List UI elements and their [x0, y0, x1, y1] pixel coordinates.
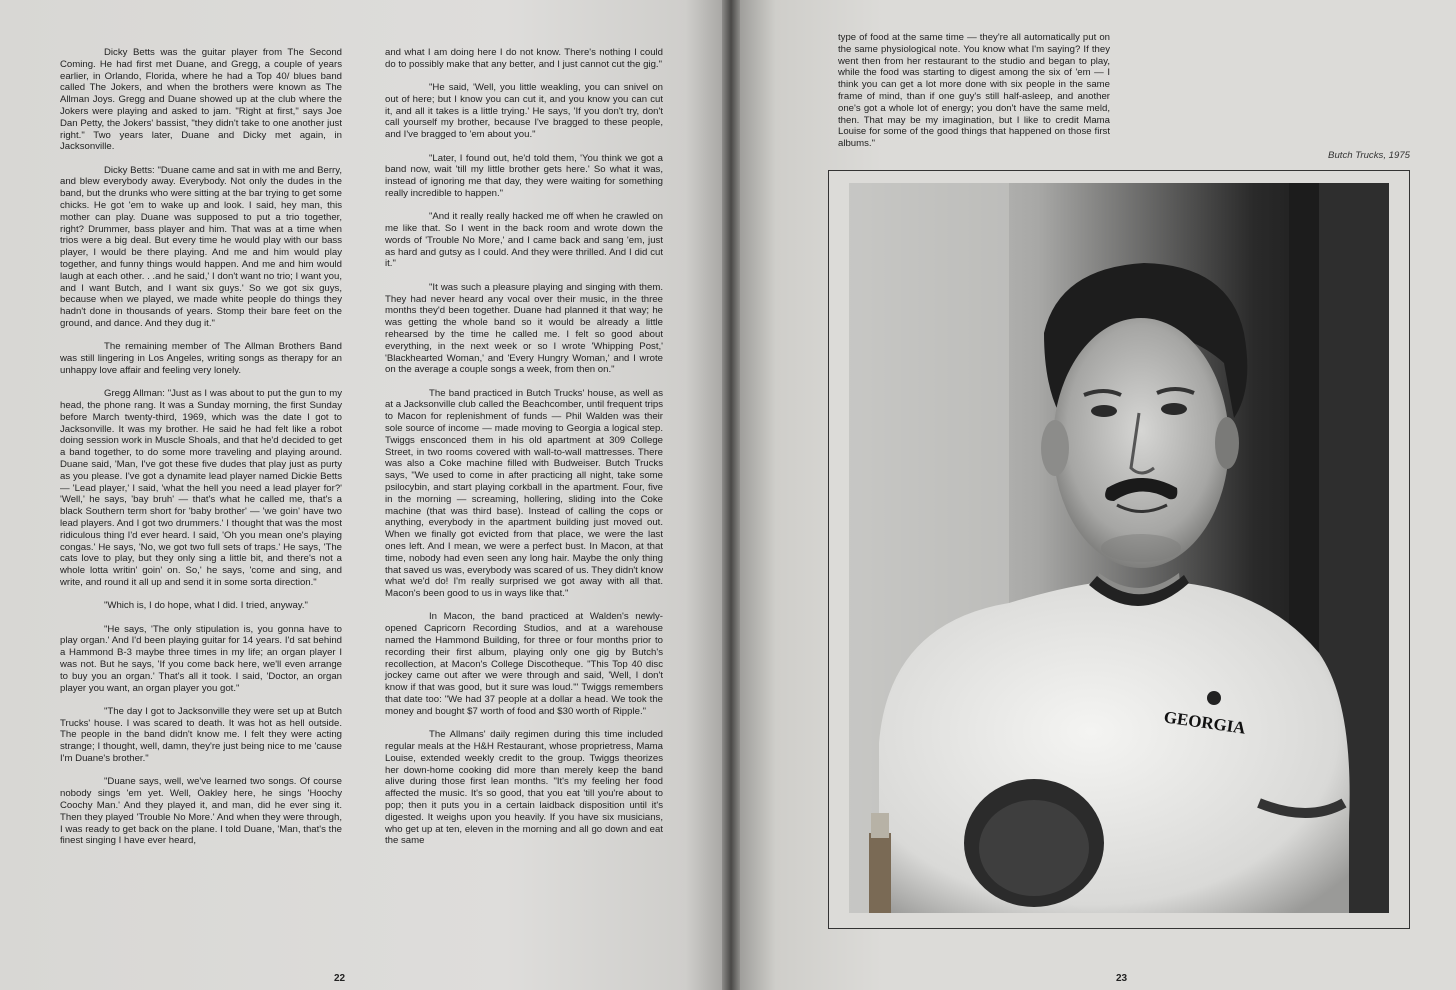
- paragraph: The band practiced in Butch Trucks' house, as well as at a Jacksonville club called the Beachcomber, until frequent trips to Macon for replenishment of funds — Phil Walden was their sole source of income — made moving to Georgia a logical step. Twiggs ensconced them in his old apartment at 309 College Street, in two rooms covered with wall-to-wall mattresses. There was also a Coke machine filled with Budweiser. Butch Trucks says, "We used to come in after practicing all night, take some psilocybin, and start playing corkball in the apartment. Four, five in the morning — screaming, hollering, sliding into the Coke machine (that was third base). Instead of calling the cops or anything, everybody in the apartment building just moved out. When we finally got evicted from that place, we were the last ones left. And I mean, we were a perfect bust. In Macon, at that time, nobody had even seen any long hair. Maybe the only thing that saved us was, everybody was scared of us. They didn't know what we'd do! I'm really surprised we got away with all that. Macon's been good to us in ways like that.": [385, 387, 663, 600]
- paragraph: "Which is, I do hope, what I did. I tried, anyway.": [104, 600, 308, 612]
- paragraph: Dicky Betts was the guitar player from The Second Coming. He had first met Duane, and Gregg, a couple of years earlier, in Orlando, Florida, where he had a Top 40/ blues band called The Jokers, and when the brothers were known as The Allman Joys. Gregg and Duane showed up at the club where the Jokers were playing and asked to jam. "Right at first," says Joe Dan Petty, the Jokers' bassist, "they didn't take to one another just right." Two years later, Duane and Dicky met again, in Jacksonville.: [60, 47, 342, 153]
- left-column-1: [60, 47, 342, 859]
- photo-frame: [828, 170, 1410, 929]
- paragraph: "He said, 'Well, you little weakling, you can snivel on out of here; but I know you can cut it, and you know you can cut it, and all it takes is a little trying.' He says, 'If you don't try, don't call yourself my brother, because I've bragged to these people, and I've bragged to 'em about you.": [385, 82, 663, 141]
- right-page: [740, 0, 1456, 990]
- left-column-2: [385, 47, 663, 859]
- paragraph: "He says, 'The only stipulation is, you gonna have to play organ.' And I'd been playing guitar for 14 years. I'd sat behind a Hammond B-3 maybe three times in my life; an organ player I was not. But he says, 'If you come back here, we'll even arrange to buy you an organ.' That's all it took. I said, 'Doctor, an organ player you want, an organ player you got.": [60, 623, 342, 694]
- paragraph: Dicky Betts: "Duane came and sat in with me and Berry, and blew everybody away. Everybody. Not only the dudes in the band, but the drunks who were sitting at the bar trying to get some chicks. He got 'em to wake up and look. I said, hey man, this mother can play. Duane was supposed to put a trio together, right? Drummer, bass player and him. That was at a time when trios were a big deal. But every time he would play with our bass player, I would be there playing. And me and him would play together, and funny things would happen. And me and him would laugh at each other. . .and he said,' I don't want no trio; I want you, and I want Butch, and I want six guys.' So we got six guys, because when we played, we made white people do things they hadn't done in thousands of years. Stomp their bare feet on the ground, and dance. And they dug it.": [60, 164, 342, 330]
- paragraph: In Macon, the band practiced at Walden's newly-opened Capricorn Recording Studios, and at a warehouse named the Hammond Building, for three or four months prior to recording their first album, playing only one gig by Butch's recollection, at Macon's College Discotheque. "This Top 40 disc jockey came out after we were through and said, 'Well, I don't know if that was good, but it sure was loud.'" Twiggs remembers that date too: "We had 37 people at a dollar a head. We took the money and bought $7 worth of food and $30 worth of Ripple.": [385, 611, 663, 717]
- left-page: [0, 0, 722, 990]
- paragraph: "The day I got to Jacksonville they were set up at Butch Trucks' house. I was scared to death. It was hot as hell outside. The people in the band didn't know me. I felt they were acting strange; I thought, well, damn, they're just being nice to me 'cause I'm Duane's brother.": [60, 705, 342, 765]
- paragraph: The Allmans' daily regimen during this time included regular meals at the H&H Restaurant, whose proprietress, Mama Louise, extended weekly credit to the group. Twiggs theorizes her down-home cooking did more than merely keep the band alive during those first lean months. "It's my feeling her food affected the music. It's so good, that you eat 'till you're about to pop; then it puts you in a certain laidback disposition until it's digested. It weighs upon you heavily. If you have six musicians, who get up at ten, eleven in the morning and all go down and eat the same: [385, 729, 663, 847]
- paragraph: "And it really really hacked me off when he crawled on me like that. So I went in the back room and wrote down the words of 'Trouble No More,' and I came back and sang 'em, just as hard and gutsy as I could. And they were thrilled. And I did cut it.": [385, 211, 663, 270]
- shirt-lettering: GEORGIA: [1162, 707, 1247, 738]
- paragraph: Gregg Allman: "Just as I was about to put the gun to my head, the phone rang. It was a Sunday morning, the first Sunday before March twenty-third, 1969, which was the date I got to Jacksonville. It was my brother. He said he had felt like a robot doing session work in Muscle Shoals, and that he'd decided to get a band together, to do some more traveling and playing around. Duane said, 'Man, I've got these five dudes that play just as purty as you please. I've got a dynamite lead player named Dickie Betts — 'Lead player,' I said, 'what the hell you need a lead player for?' 'Well,' he says, 'bay bruh' — that's what he called me, that's a black Southern term short for 'baby brother' — 'we goin' have two lead players. And I got two drummers.' I thought that was the most ridiculous thing I'd ever heard. I said, 'Oh you mean one's playing congas.' He says, 'No, we got two full sets of traps.' He says, 'The cats love to play, but they only sing a little bit, and there's not a whole lotta writin' goin' on. So,' he says, 'come and sing, and write, and round it all up and send it in some sorta direction.": [60, 388, 342, 588]
- photo-caption: Butch Trucks, 1975: [1328, 150, 1410, 161]
- paragraph: and what I am doing here I do not know. There's nothing I could do to possibly make that any better, and I just cannot cut the gig.": [385, 47, 663, 70]
- page-number: 23: [1116, 973, 1128, 984]
- page-number: 22: [334, 973, 346, 984]
- paragraph: "It was such a pleasure playing and singing with them. They had never heard any vocal over their music, in the three months they'd been together. Duane had planned it that way; he was getting the whole band so it would be already a little rehearsed by the time he called me. I felt so good about everything, in the next week or so I wrote 'Whipping Post,' 'Blackhearted Woman,' and 'Every Hungry Woman,' and I wrote on the average a couple songs a week, from then on.": [385, 281, 663, 376]
- paragraph: "Duane says, well, we've learned two songs. Of course nobody sings 'em yet. Well, Oakley here, he sings 'Hoochy Coochy Man.' And they played it, and man, did he ever sing it. Then they played 'Trouble No More.' And when they were through, I was ready to get back on the plane. I told Duane, 'Man, that's the finest singing I have ever heard,: [60, 776, 342, 847]
- paragraph: type of food at the same time — they're all automatically put on the same physiological note. You know what I'm saying? If they went then from her restaurant to the studio and began to play, while the food was starting to digest among the six of 'em — I think you can get a lot more done with six people in the same frame of mind, than if one guy's still half-asleep, and another one's got a whole lot of energy; you don't have the same meld, then. That may be my imagination, but I like to credit Mama Louise for some of the good things that happened on those first albums.": [838, 32, 1110, 150]
- right-column-top: [838, 32, 1110, 161]
- paragraph: The remaining member of The Allman Brothers Band was still lingering in Los Angeles, writing songs as therapy for an unhappy love affair and feeling very lonely.: [60, 341, 342, 376]
- book-gutter: [722, 0, 740, 990]
- portrait-illustration: [849, 183, 1389, 913]
- portrait-photo: [849, 183, 1389, 913]
- paragraph: "Later, I found out, he'd told them, 'You think we got a band now, wait 'till my little brother gets here.' So what it was, instead of ignoring me that day, they were waiting for something really incredible to happen.": [385, 152, 663, 199]
